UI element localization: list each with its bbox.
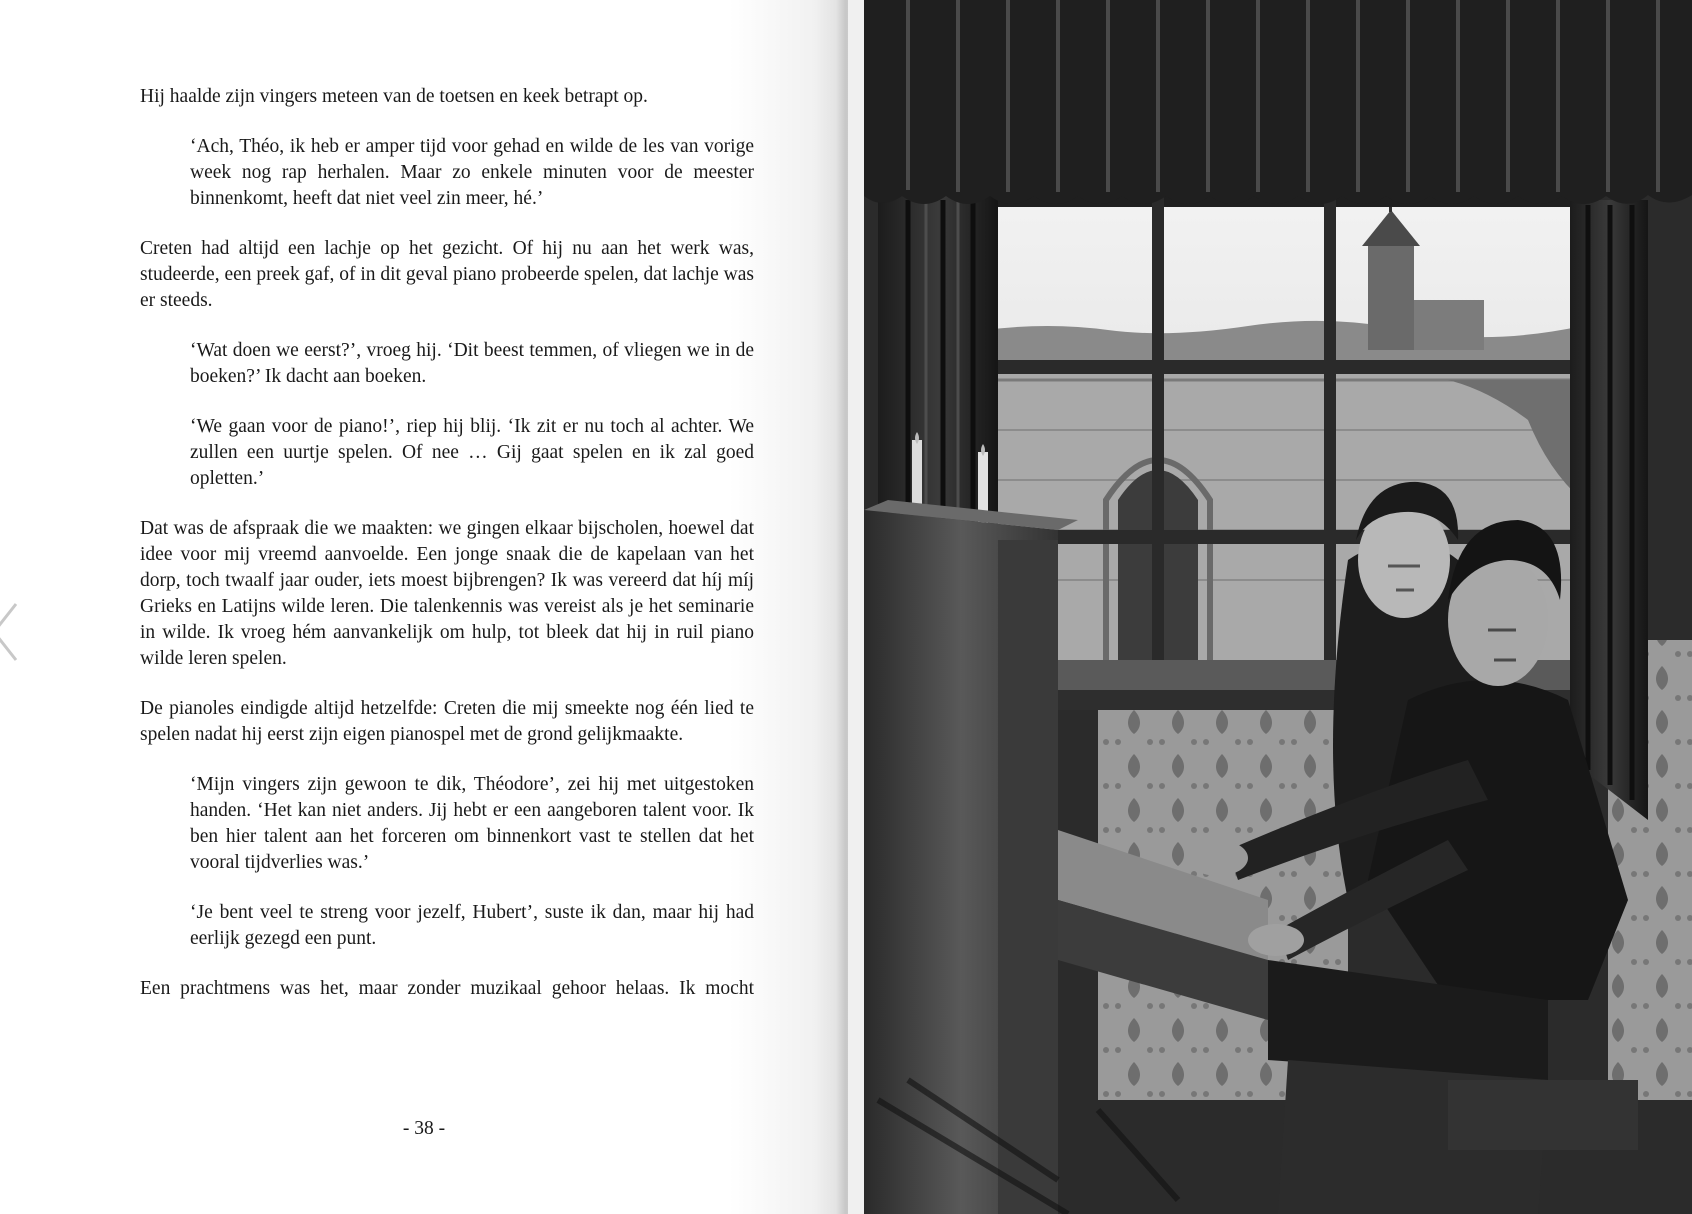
paragraph-6: Dat was de afspraak die we maakten: we gingen elkaar bijscholen, hoewel dat idee voor mij vreemd aanvoelde. Een jonge snaak die de kapelaan van het dorp, toch twaalf jaar ouder, iets moest bijbrengen? Ik was vereerd dat híj míj Grieks en Latijns wilde leren. Die talenkennis was vereist als je het seminarie in wilde. Ik vroeg hém aanvankelijk om hulp, tot bleek dat hij in ruil piano wilde leren spelen. (140, 518, 754, 669)
paragraph-2: ‘Ach, Théo, ik heb er amper tijd voor gehad en wilde de les van vorige week nog rap herhalen. Maar zo enkele minuten voor de meester binnenkomt, heeft dat niet veel zin meer, hé.’ (190, 136, 754, 209)
paragraph-1: Hij haalde zijn vingers meteen van de toetsen en keek betrapt op. (140, 86, 648, 107)
page-number: - 38 - (402, 1118, 446, 1139)
paragraph-4: ‘Wat doen we eerst?’, vroeg hij. ‘Dit beest temmen, of vliegen we in de boeken?’ Ik dacht aan boeken. (190, 340, 754, 387)
chevron-left-icon[interactable] (0, 600, 20, 664)
paragraph-3: Creten had altijd een lachje op het gezicht. Of hij nu aan het werk was, studeerde, een preek gaf, of in dit geval piano probeerde spelen, dat lachje was er steeds. (140, 238, 754, 311)
paragraph-5: ‘We gaan voor de piano!’, riep hij blij. ‘Ik zit er nu toch al achter. We zullen een uurtje spelen. Of nee … Gij gaat spelen en ik zal goed opletten.’ (190, 416, 754, 489)
text-block (140, 84, 754, 1002)
paragraph-8: ‘Mijn vingers zijn gewoon te dik, Théodore’, zei hij met uitgestoken handen. ‘Het kan niet anders. Jij hebt er een aangeboren talent voor. Ik ben hier talent aan het forceren om binnenkort vast te stellen dat het vooral tijdverlies was.’ (190, 774, 754, 873)
charcoal-illustration-icon (848, 0, 1692, 1214)
paragraph-10: Een prachtmens was het, maar zonder muzikaal gehoor helaas. Ik mocht (140, 978, 754, 999)
paragraph-7: De pianoles eindigde altijd hetzelfde: Creten die mij smeekte nog één lied te spelen nadat hij eerst zijn eigen pianospel met de grond gelijkmaakte. (140, 698, 754, 745)
paragraph-9: ‘Je bent veel te streng voor jezelf, Hubert’, suste ik dan, maar hij had eerlijk gezegd een punt. (190, 902, 754, 949)
right-page (848, 0, 1692, 1214)
